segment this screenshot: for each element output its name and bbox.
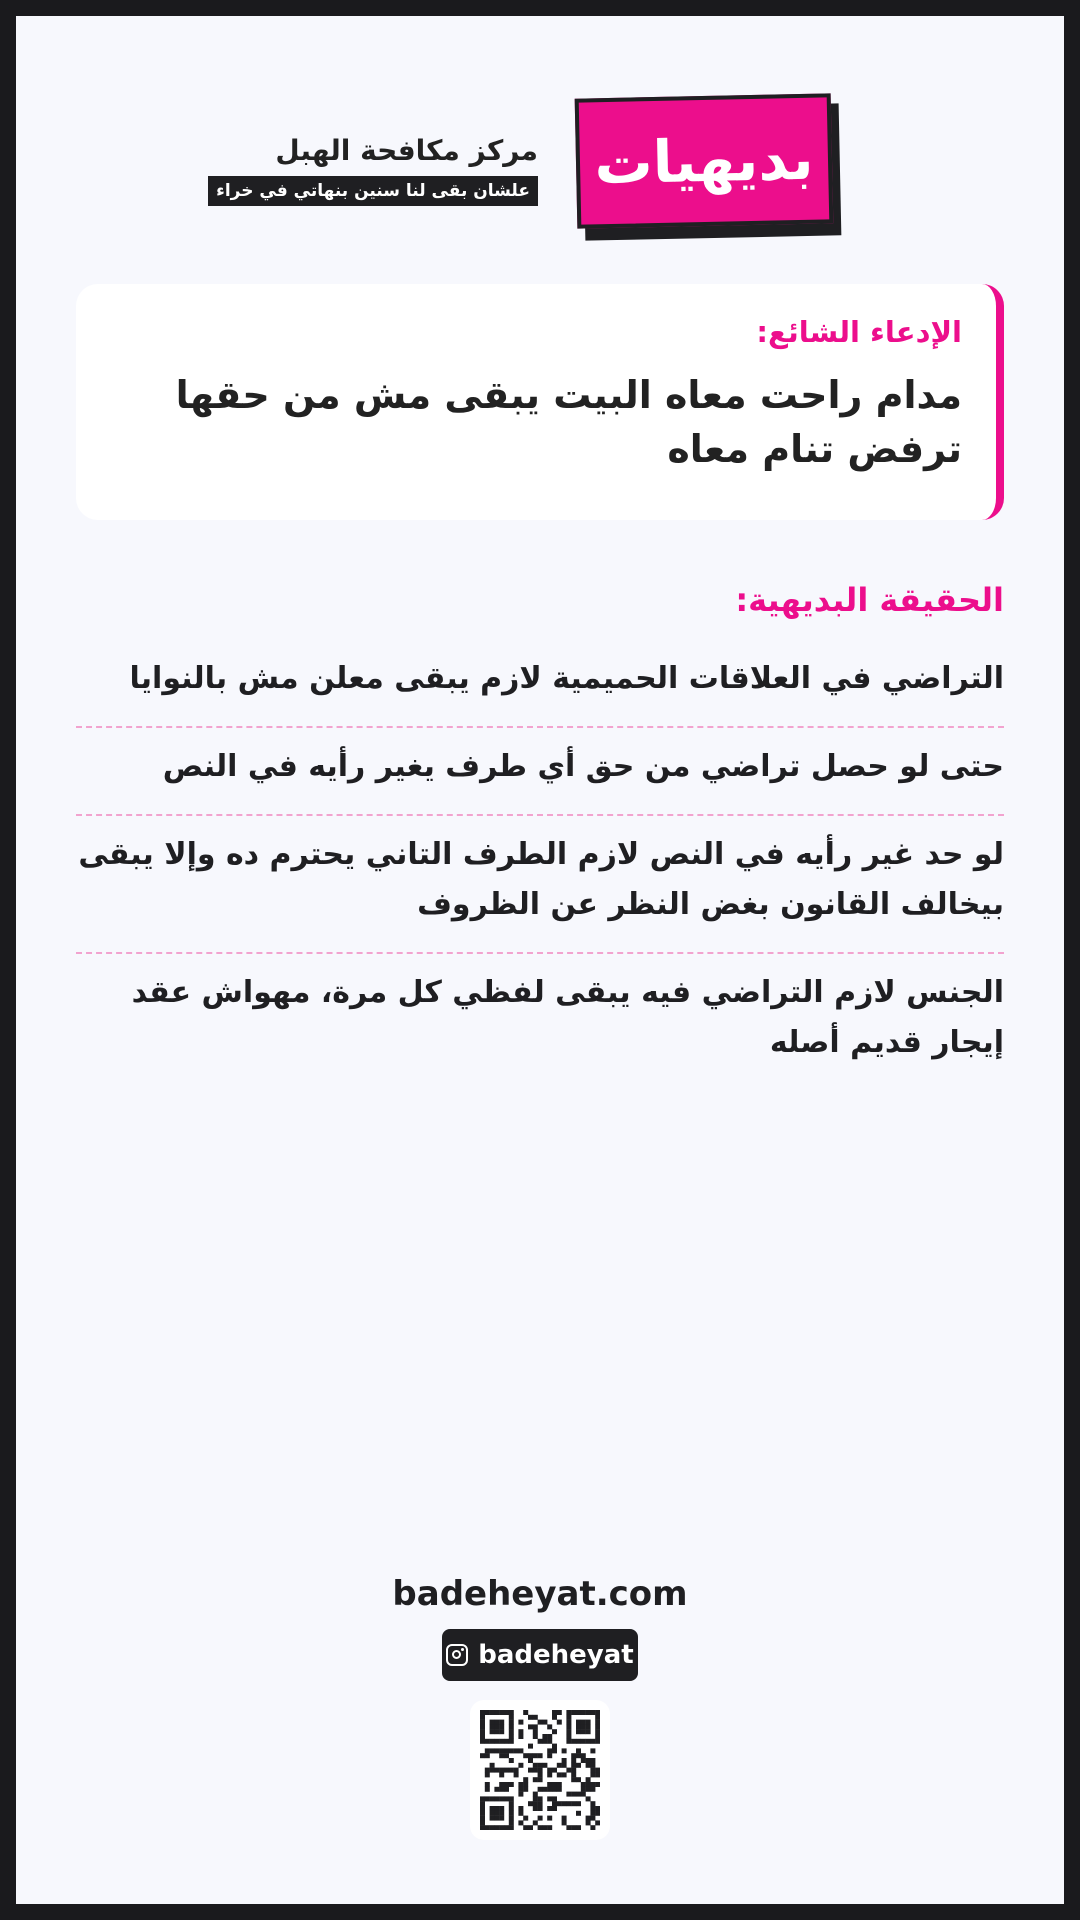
qr-code-icon: [480, 1710, 600, 1830]
website-link[interactable]: badeheyat.com: [392, 1574, 688, 1614]
instagram-handle: badeheyat: [478, 1640, 634, 1670]
instagram-icon: [446, 1644, 468, 1666]
fact-item: التراضي في العلاقات الحميمية لازم يبقى معلن مش بالنوايا: [76, 640, 1004, 728]
organization-block: [208, 134, 538, 206]
organization-name: مركز مكافحة الهبل: [275, 134, 538, 167]
logo-text: بديهيات: [575, 93, 834, 228]
truth-section: [76, 578, 1004, 1090]
instagram-badge[interactable]: [442, 1629, 638, 1681]
fact-item: لو حد غير رأيه في النص لازم الطرف التاني يحترم ده وإلا يبقى بيخالف القانون بغض النظر عن الظروف: [76, 816, 1004, 954]
organization-tagline: علشان بقى لنا سنين بنهاتي في خراء: [208, 176, 538, 206]
myth-text: مدام راحت معاه البيت يبقى مش من حقها ترفض تنام معاه: [175, 373, 962, 471]
fact-item: الجنس لازم التراضي فيه يبقى لفظي كل مرة، مهواش عقد إيجار قديم أصله: [131, 975, 1004, 1060]
fact-item: حتى لو حصل تراضي من حق أي طرف يغير رأيه في النص: [76, 728, 1004, 816]
brand-logo: [576, 96, 836, 236]
qr-code: [470, 1700, 610, 1840]
truth-label: الحقيقة البديهية:: [735, 581, 1004, 619]
myth-label: الإدعاء الشائع:: [756, 315, 962, 349]
myth-card: [76, 284, 1004, 520]
poster: [16, 16, 1064, 1904]
